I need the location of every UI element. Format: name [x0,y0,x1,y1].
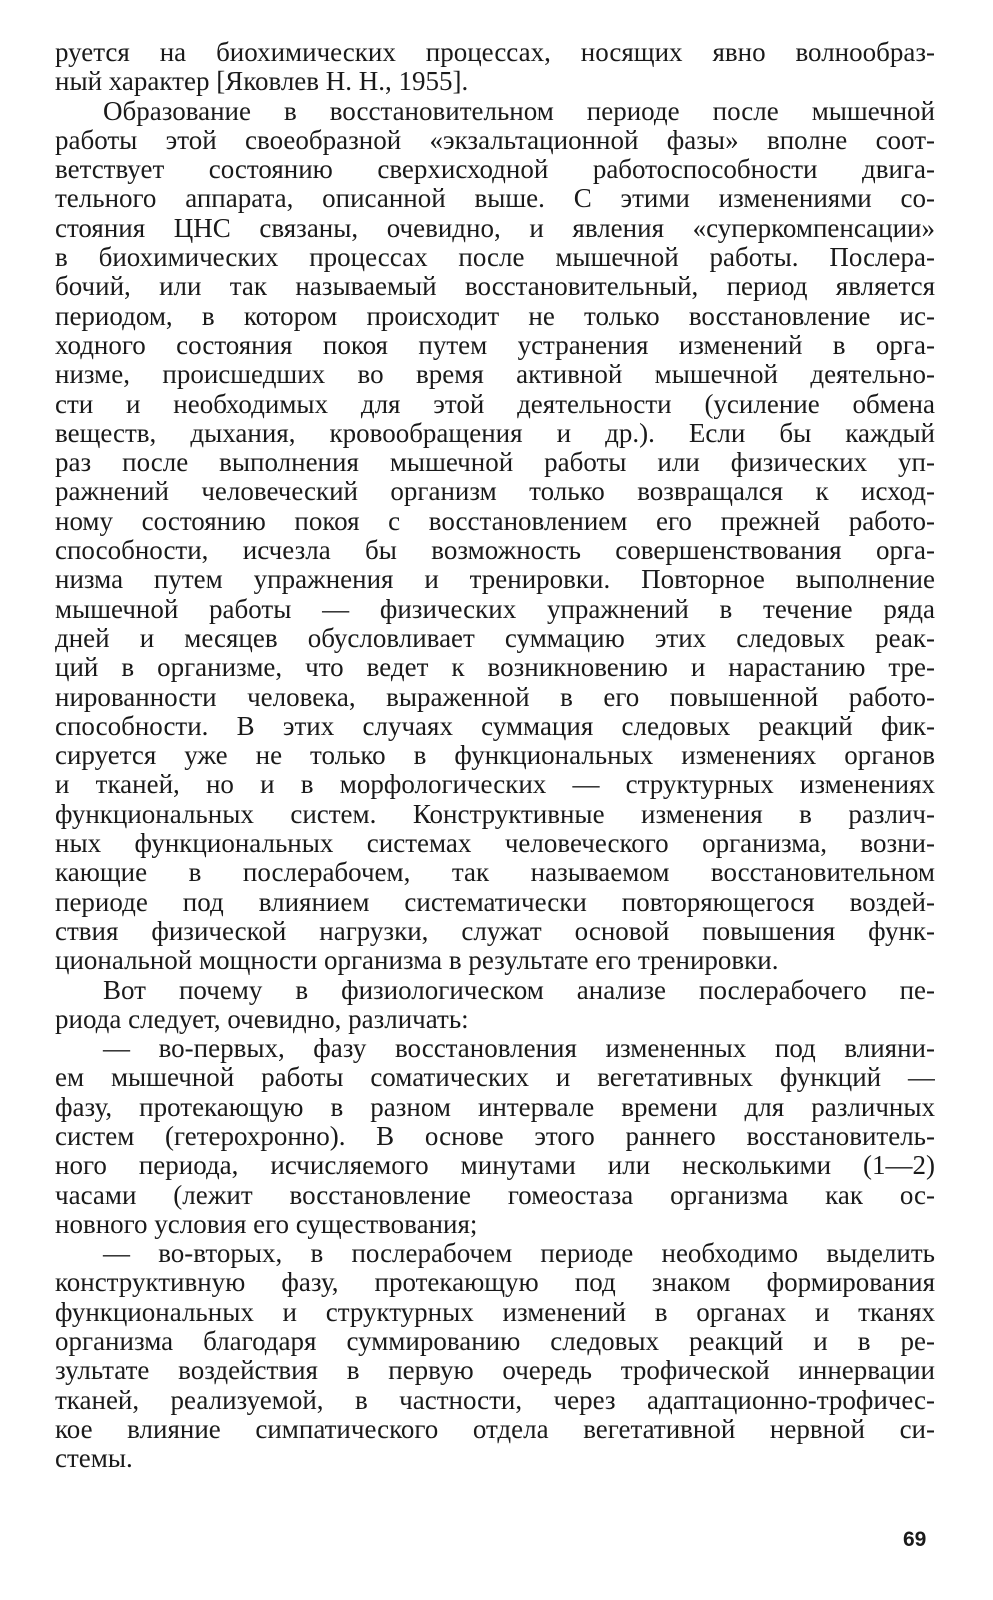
text-line: низма путем упражнения и тренировки. Повторное выполнение [55,565,935,595]
text-line: нированности человека, выраженной в его повышенной работо- [55,682,935,712]
text-line: новного условия его существования; [55,1209,478,1239]
text-line: дней и месяцев обусловливает суммацию этих следовых реак- [55,623,935,653]
text-line: стояния ЦНС связаны, очевидно, и явления «суперкомпенсации» [55,213,935,243]
text-line: способности, исчезла бы возможность совершенствования орга- [55,536,935,566]
text-line: организма благодаря суммированию следовых реакций и в ре- [55,1327,935,1357]
text-line: функциональных и структурных изменений в органах и тканях [55,1297,935,1327]
text-line: Вот почему в физиологическом анализе послерабочего пе- [103,975,935,1005]
text-line: способности. В этих случаях суммация следовых реакций фик- [55,711,935,741]
text-line: функциональных систем. Конструктивные изменения в различ- [55,799,935,829]
text-line: — во-вторых, в послерабочем периоде необходимо выделить [103,1239,935,1269]
text-line: низме, происшедших во время активной мышечной деятельно- [55,360,935,390]
text-line: Образование в восстановительном периоде после мышечной [103,96,935,126]
text-line: стемы. [55,1444,133,1474]
text-line: циональной мощности организма в результате его тренировки. [55,946,779,976]
page-number: 69 [903,1528,927,1551]
text-line: и тканей, но и в морфологических — структурных изменениях [55,770,935,800]
text-line: тканей, реализуемой, в частности, через адаптационно-трофичес- [55,1385,935,1415]
text-line: ходного состояния покоя путем устранения изменений в орга- [55,330,935,360]
text-line: ций в организме, что ведет к возникновению и нарастанию тре- [55,653,935,683]
text-line: фазу, протекающую в разном интервале времени для различных [55,1092,935,1122]
text-line: руется на биохимических процессах, носящих явно волнообраз- [55,38,935,67]
text-line: риода следует, очевидно, различать: [55,1004,469,1034]
text-line: ному состоянию покоя с восстановлением его прежней работо- [55,506,935,536]
text-line: сируется уже не только в функциональных изменениях органов [55,741,935,771]
text-line: периодом, в котором происходит не только восстановление ис- [55,301,935,331]
text-line: зультате воздействия в первую очередь трофической иннервации [55,1356,935,1386]
text-line: ный характер [Яковлев Н. Н., 1955]. [55,67,469,97]
text-line: ных функциональных системах человеческого организма, возни- [55,829,935,859]
text-line: ного периода, исчисляемого минутами или несколькими (1—2) [55,1151,935,1181]
text-line: кое влияние симпатического отдела вегетативной нервной си- [55,1414,935,1444]
text-line: ражнений человеческий организм только возвращался к исход- [55,477,935,507]
text-line: кающие в послерабочем, так называемом восстановительном [55,858,935,888]
text-line: — во-первых, фазу восстановления измененных под влияни- [103,1034,935,1064]
text-line: часами (лежит восстановление гомеостаза организма как ос- [55,1180,935,1210]
text-line: конструктивную фазу, протекающую под знаком формирования [55,1268,935,1298]
text-line: ветствует состоянию сверхисходной работоспособности двига- [55,155,935,185]
text-line: работы этой своеобразной «экзальтационной фазы» вполне соот- [55,125,935,155]
text-line: сти и необходимых для этой деятельности (усиление обмена [55,389,935,419]
text-line: ем мышечной работы соматических и вегетативных функций — [55,1063,935,1093]
text-line: ствия физической нагрузки, служат основой повышения функ- [55,916,935,946]
text-line: периоде под влиянием систематически повторяющегося воздей- [55,887,935,917]
text-line: тельного аппарата, описанной выше. С этими изменениями со- [55,184,935,214]
text-line: в биохимических процессах после мышечной работы. Послера- [55,243,935,273]
text-line: бочий, или так называемый восстановительный, период является [55,272,935,302]
text-line: веществ, дыхания, кровообращения и др.). Если бы каждый [55,418,935,448]
text-line: раз после выполнения мышечной работы или физических уп- [55,448,935,478]
text-line: мышечной работы — физических упражнений в течение ряда [55,594,935,624]
text-body [55,38,935,1474]
text-line: систем (гетерохронно). В основе этого раннего восстановитель- [55,1121,935,1151]
